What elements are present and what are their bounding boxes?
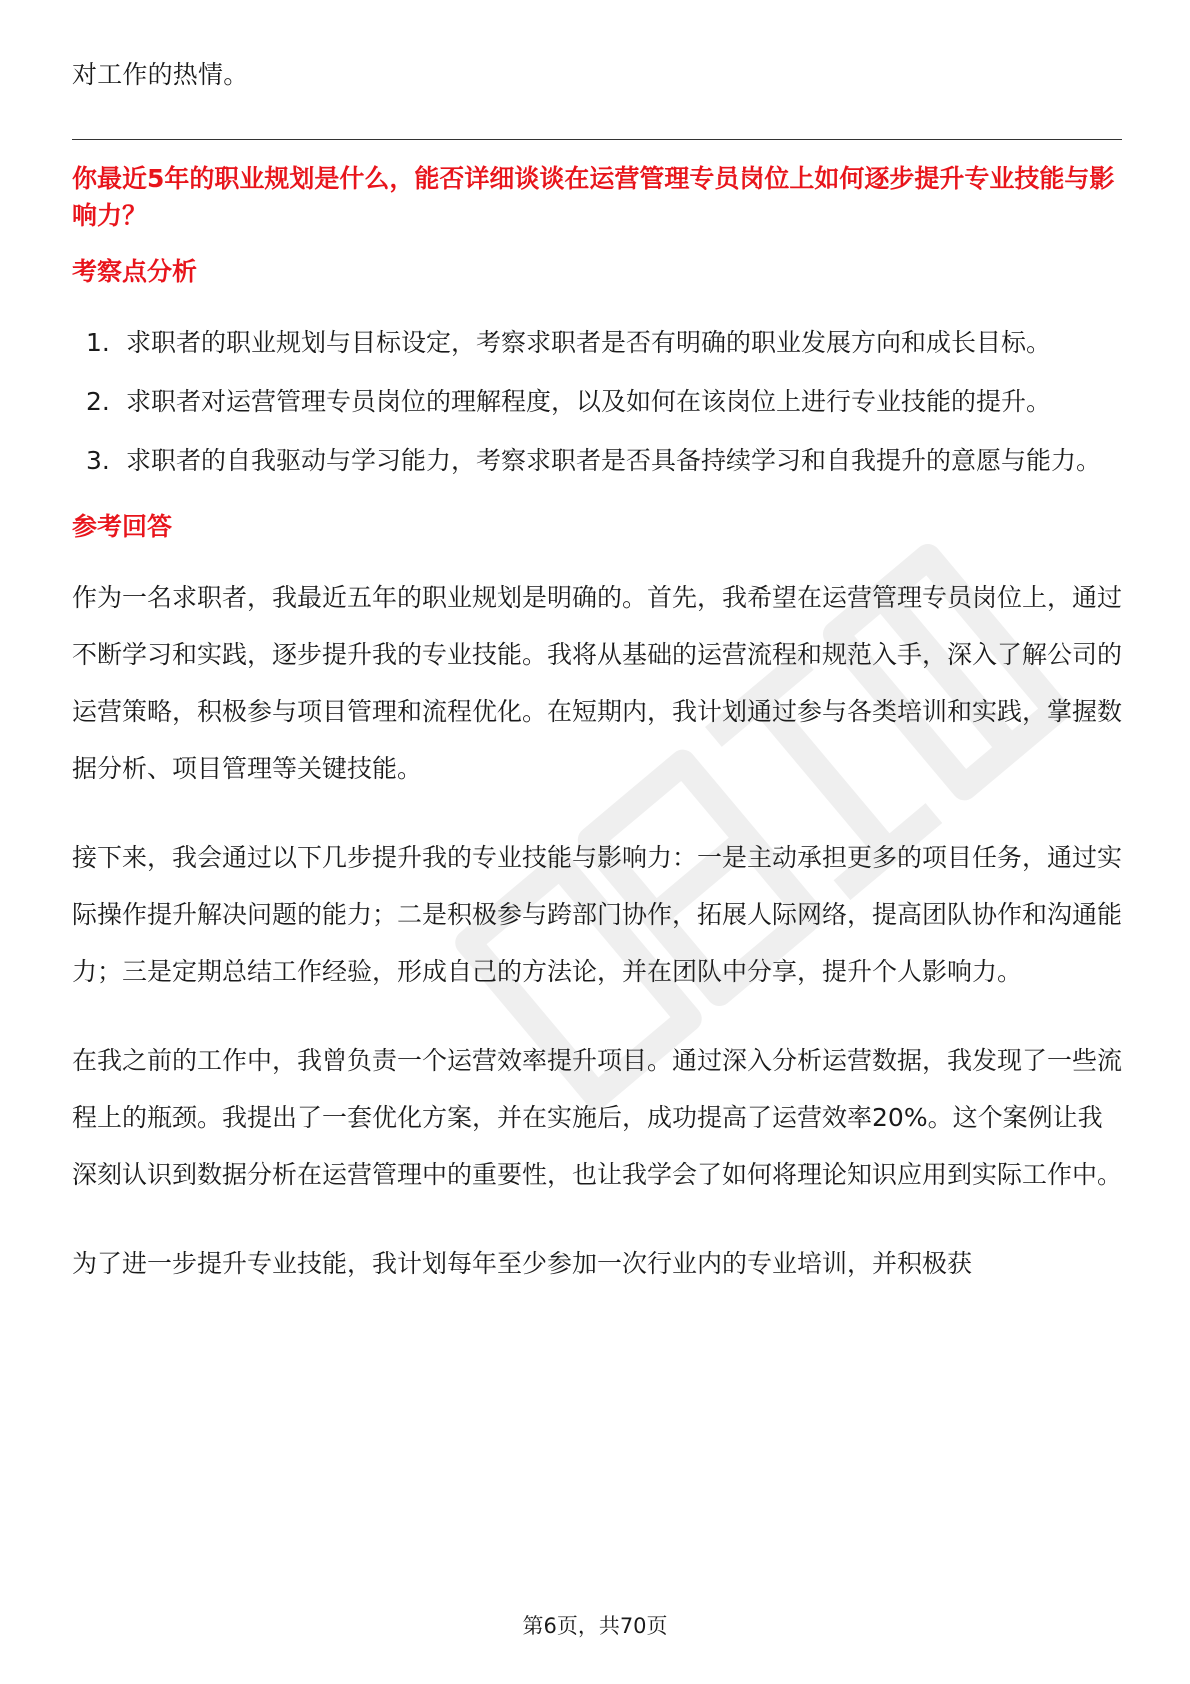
point-text: 求职者的职业规划与目标设定，考察求职者是否有明确的职业发展方向和成长目标。 xyxy=(126,328,1052,357)
page-footer: 第6页，共70页 xyxy=(522,1614,668,1638)
analysis-points-list xyxy=(72,314,1122,489)
point-number: 3. xyxy=(86,446,110,475)
point-number: 2. xyxy=(86,387,110,416)
answer-paragraph: 在我之前的工作中，我曾负责一个运营效率提升项目。通过深入分析运营数据，我发现了一些流程上的瓶颈。我提出了一套优化方案，并在实施后，成功提高了运营效率20%。这个案例让我深刻认识到数据分析在运营管理中的重要性，也让我学会了如何将理论知识应用到实际工作中。 xyxy=(72,1046,1123,1189)
section-divider xyxy=(72,139,1122,140)
answer-paragraph: 作为一名求职者，我最近五年的职业规划是明确的。首先，我希望在运营管理专员岗位上，通过不断学习和实践，逐步提升我的专业技能。我将从基础的运营流程和规范入手，深入了解公司的运营策略，积极参与项目管理和流程优化。在短期内，我计划通过参与各类培训和实践，掌握数据分析、项目管理等关键技能。 xyxy=(72,583,1123,783)
answer-title: 参考回答 xyxy=(72,512,173,541)
point-text: 求职者的自我驱动与学习能力，考察求职者是否具备持续学习和自我提升的意愿与能力。 xyxy=(126,446,1102,475)
answer-paragraph: 接下来，我会通过以下几步提升我的专业技能与影响力：一是主动承担更多的项目任务，通过实际操作提升解决问题的能力；二是积极参与跨部门协作，拓展人际网络，提高团队协作和沟通能力；三是定期总结工作经验，形成自己的方法论，并在团队中分享，提升个人影响力。 xyxy=(72,843,1123,986)
analysis-point xyxy=(72,314,1122,371)
intro-tail-text: 对工作的热情。 xyxy=(72,60,249,89)
analysis-point xyxy=(72,432,1122,489)
answer-paragraph: 为了进一步提升专业技能，我计划每年至少参加一次行业内的专业培训，并积极获 xyxy=(72,1249,973,1278)
analysis-point xyxy=(72,373,1122,430)
point-number: 1. xyxy=(86,328,110,357)
point-text: 求职者对运营管理专员岗位的理解程度，以及如何在该岗位上进行专业技能的提升。 xyxy=(126,387,1052,416)
analysis-title: 考察点分析 xyxy=(72,257,198,286)
question-heading: 你最近5年的职业规划是什么，能否详细谈谈在运营管理专员岗位上如何逐步提升专业技能与影响力？ xyxy=(72,164,1115,230)
page-content xyxy=(72,46,1122,1324)
